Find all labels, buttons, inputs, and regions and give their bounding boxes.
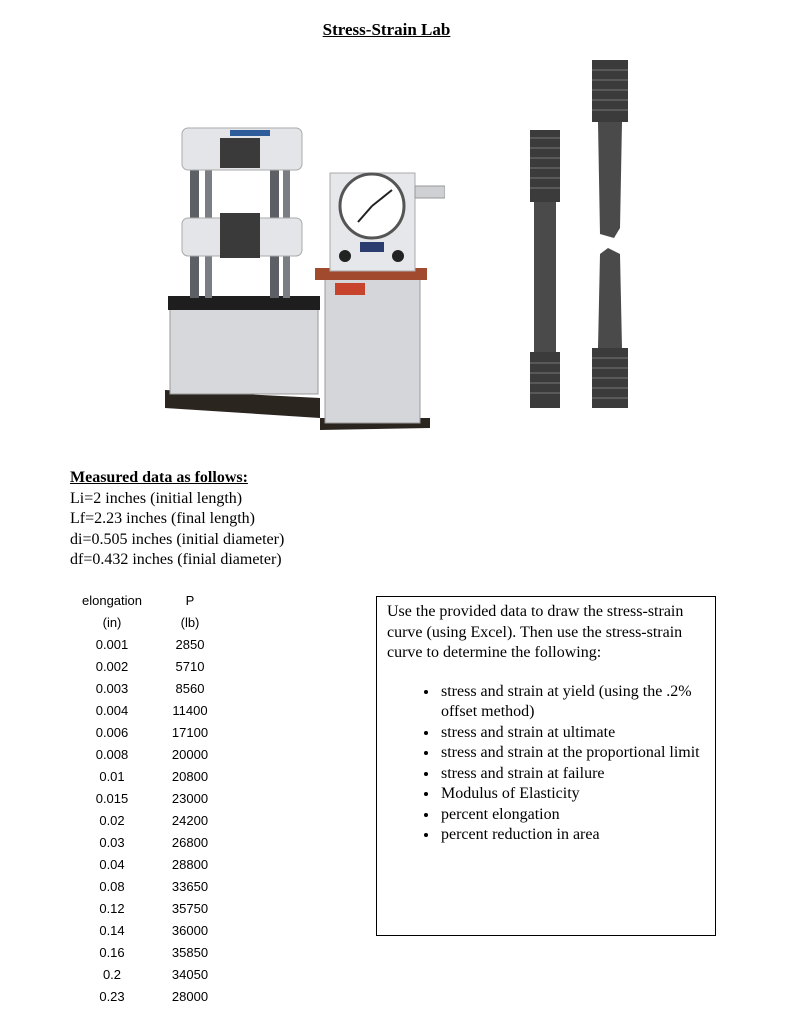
- load-cell: 2850: [175, 637, 205, 652]
- load-cell: 34050: [171, 967, 209, 982]
- elongation-cell: 0.04: [99, 857, 125, 872]
- load-cell: 28000: [171, 989, 209, 1004]
- task-item: • percent reduction in area: [439, 825, 705, 846]
- measured-line: Lf=2.23 inches (final length): [70, 510, 255, 527]
- measured-heading: Measured data as follows:: [70, 469, 248, 486]
- elongation-unit: (in): [102, 615, 122, 630]
- load-cell: 5710: [175, 659, 205, 674]
- elongation-cell: 0.14: [99, 923, 125, 938]
- load-cell: 35850: [171, 945, 209, 960]
- elongation-cell: 0.015: [95, 791, 129, 806]
- elongation-cell: 0.006: [95, 725, 129, 740]
- elongation-cell: 0.12: [99, 901, 125, 916]
- elongation-header: elongation: [82, 593, 142, 608]
- load-cell: 11400: [172, 703, 208, 718]
- measured-line: di=0.505 inches (initial diameter): [70, 530, 285, 548]
- elongation-cell: 0.23: [99, 989, 125, 1004]
- instructions-box: [376, 596, 716, 936]
- load-cell: 8560: [175, 681, 205, 696]
- elongation-cell: 0.16: [99, 945, 125, 960]
- task-item: • stress and strain at the proportional limit: [439, 743, 705, 764]
- elongation-cell: 0.008: [95, 747, 129, 762]
- elongation-cell: 0.02: [99, 813, 125, 828]
- measured-line: df=0.432 inches (finial diameter): [70, 551, 282, 568]
- elongation-cell: 0.03: [99, 835, 125, 850]
- load-cell: 26800: [171, 835, 209, 850]
- load-cell: 35750: [171, 901, 209, 916]
- load-cell: 17100: [171, 725, 209, 740]
- load-cell: 24200: [171, 813, 209, 828]
- load-cell: 20800: [171, 769, 209, 784]
- load-cell: 20000: [171, 747, 209, 762]
- elongation-cell: 0.08: [99, 879, 125, 894]
- specimens-image: [520, 58, 640, 414]
- elongation-cell: 0.002: [95, 659, 129, 674]
- elongation-cell: 0.003: [95, 681, 129, 696]
- task-item: • percent elongation: [439, 805, 705, 826]
- task-item: • stress and strain at failure: [439, 764, 705, 785]
- load-column: [165, 590, 215, 1008]
- elongation-cell: 0.2: [102, 967, 122, 982]
- task-item: • stress and strain at ultimate: [439, 723, 705, 744]
- instructions-intro: Use the provided data to draw the stress-strain curve (using Excel). Then use the stress-strain curve to determine the following:: [387, 603, 684, 661]
- elongation-cell: 0.001: [95, 637, 129, 652]
- measured-line: Li=2 inches (initial length): [70, 489, 243, 507]
- task-item: • Modulus of Elasticity: [439, 784, 705, 805]
- testing-machine-image: [160, 118, 445, 438]
- load-cell: 36000: [171, 923, 209, 938]
- load-cell: 33650: [171, 879, 209, 894]
- load-cell: 23000: [171, 791, 209, 806]
- task-item: • stress and strain at yield (using the .2% offset method): [439, 682, 705, 723]
- load-header: P: [185, 593, 195, 608]
- elongation-column: [70, 590, 154, 1008]
- elongation-cell: 0.01: [99, 769, 125, 784]
- elongation-cell: 0.004: [95, 703, 129, 718]
- page-title: Stress-Strain Lab: [322, 20, 451, 39]
- task-list: [387, 682, 705, 846]
- measured-data: [70, 468, 284, 571]
- load-cell: 28800: [171, 857, 209, 872]
- load-unit: (lb): [180, 615, 200, 630]
